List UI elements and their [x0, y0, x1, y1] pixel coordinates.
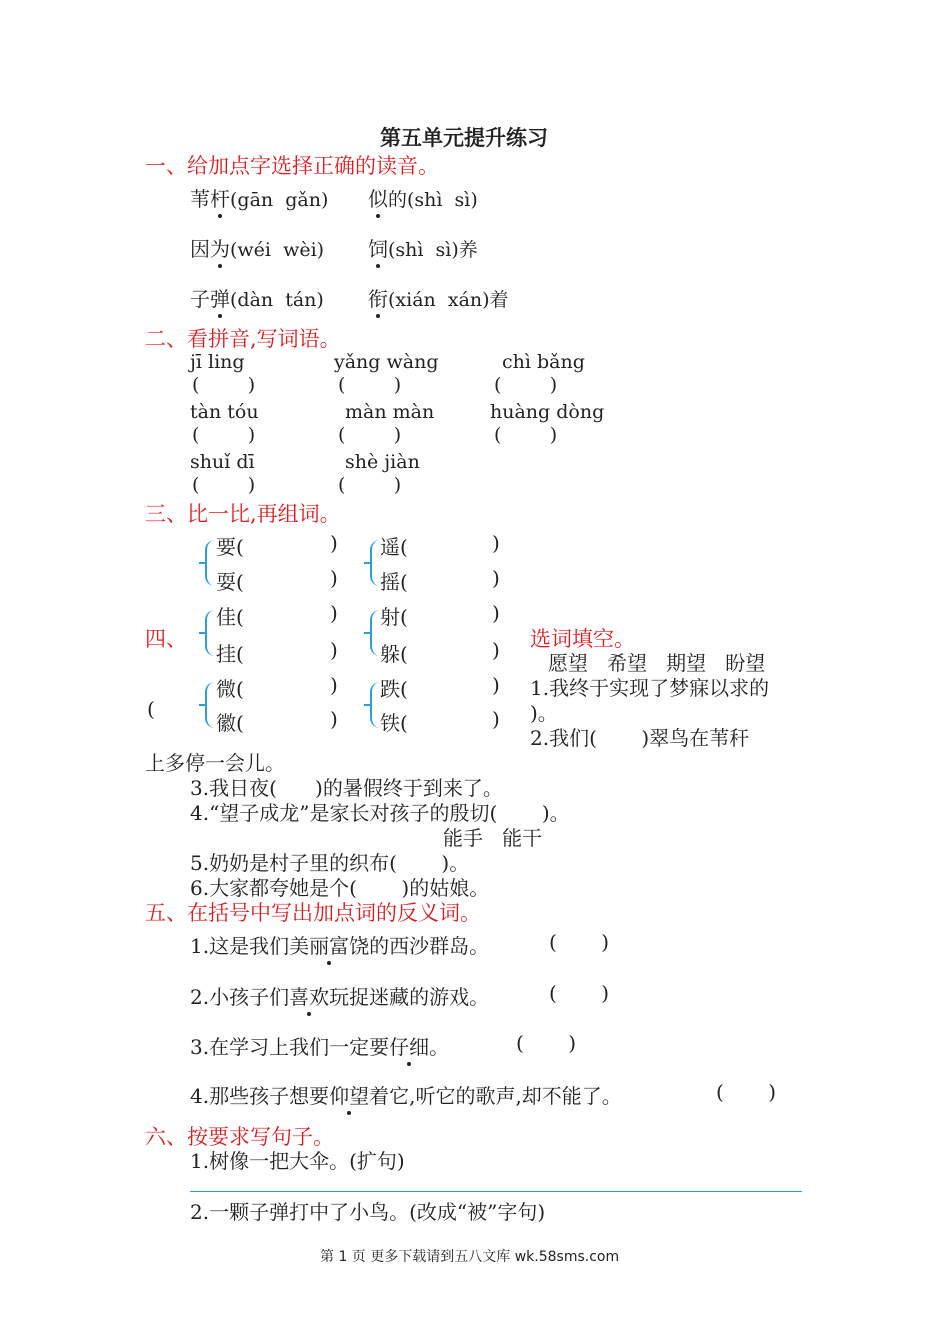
pinyin-word: huàng dòng: [490, 401, 605, 423]
compare-char: 耍(: [216, 570, 244, 594]
s1-row-2: 因为(wéi wèi): [190, 237, 325, 261]
paren-close: ): [330, 531, 338, 555]
word-bank-1: 愿望 希望 期望 盼望: [548, 651, 766, 675]
s1-pinyin-options: (dàn tán): [230, 289, 324, 311]
answer-blank[interactable]: ( ): [716, 1080, 777, 1104]
s1-dotted-char: 饲: [368, 237, 388, 261]
s1-pinyin-options: (xián xán)着: [388, 289, 509, 311]
fill-item-1: 1.我终于实现了梦寐以求的: [530, 676, 770, 700]
section-1-heading: 一、给加点字选择正确的读音。: [145, 154, 439, 178]
paren-close: ): [492, 673, 500, 697]
s1-dotted-char: 杆: [210, 187, 230, 211]
s1-pinyin-options: 的(shì sì): [388, 189, 478, 211]
answer-blank[interactable]: ( ): [494, 424, 558, 446]
compare-char: 挂(: [216, 642, 244, 666]
paren-close: ): [330, 673, 338, 697]
s1-row-1: [190, 183, 328, 212]
fill-item-2-cont: 上多停一会儿。: [145, 751, 285, 775]
fill-item-4: 4.“望子成龙”是家长对孩子的殷切( )。: [190, 801, 570, 825]
section-6-heading: 六、按要求写句子。: [145, 1125, 334, 1149]
section-3-heading: 三、比一比,再组词。: [145, 502, 341, 526]
pinyin-word: shè jiàn: [345, 451, 420, 473]
antonym-item: 2.小孩子们喜欢玩捉迷藏的游戏。: [190, 985, 490, 1009]
left-paren: (: [147, 697, 155, 721]
brace: [205, 540, 216, 586]
section-4-subheading: 选词填空。: [530, 627, 635, 651]
paren-close: ): [492, 566, 500, 590]
section-4-heading: 四、: [145, 627, 187, 651]
answer-blank[interactable]: ( ): [192, 474, 256, 496]
sentence-item-1: 1.树像一把大伞。(扩句): [190, 1149, 405, 1173]
s1-row-1b: [368, 183, 478, 212]
s1-pinyin-options: (gān gǎn): [230, 189, 329, 211]
answer-blank[interactable]: ( ): [192, 374, 256, 396]
answer-blank[interactable]: ( ): [338, 374, 402, 396]
paren-close: ): [330, 638, 338, 662]
answer-blank[interactable]: ( ): [494, 374, 558, 396]
pinyin-word: tàn tóu: [190, 401, 259, 423]
paren-close: ): [492, 638, 500, 662]
s1-word-a-pre: 苇: [190, 187, 210, 211]
antonym-item: 4.那些孩子想要仰望着它,听它的歌声,却不能了。: [190, 1084, 622, 1108]
brace: [205, 610, 216, 656]
sentence-item-2: 2.一颗子弹打中了小鸟。(改成“被”字句): [190, 1200, 546, 1224]
pinyin-word: jī ling: [190, 351, 245, 373]
answer-line[interactable]: [190, 1191, 802, 1192]
s1-row-3: 子弹(dàn tán): [190, 287, 324, 311]
dotted-word: 喜欢: [289, 985, 330, 1009]
compare-char: 跌(: [380, 677, 408, 701]
s1-dotted-char: 弹: [210, 287, 230, 311]
fill-item-6: 6.大家都夸她是个( )的姑娘。: [190, 876, 490, 900]
answer-blank[interactable]: ( ): [516, 1031, 577, 1055]
s1-dotted-char: 似: [368, 187, 388, 211]
compare-char: 铁(: [380, 711, 408, 735]
paren-close: ): [330, 566, 338, 590]
answer-blank[interactable]: ( ): [549, 981, 610, 1005]
compare-char: 微(: [216, 677, 244, 701]
compare-char: 要(: [216, 535, 244, 559]
answer-blank[interactable]: ( ): [338, 424, 402, 446]
dotted-word: 仔细: [389, 1035, 430, 1059]
s1-pinyin-options: (wéi wèi): [230, 239, 325, 261]
s1-row-3b: [368, 283, 509, 312]
section-2-heading: 二、看拼音,写词语。: [145, 327, 341, 351]
section-5-heading: 五、在括号中写出加点词的反义词。: [145, 901, 481, 925]
compare-char: 射(: [380, 605, 408, 629]
answer-blank[interactable]: ( ): [549, 930, 610, 954]
fill-item-1-end: )。: [530, 701, 558, 725]
s1-pinyin-options: (shì sì)养: [388, 239, 478, 261]
brace: [205, 682, 216, 728]
antonym-item: 3.在学习上我们一定要仔细。: [190, 1035, 450, 1059]
s1-row-2b: [368, 233, 478, 262]
antonym-item: 1.这是我们美丽富饶的西沙群岛。: [190, 934, 490, 958]
compare-char: 佳(: [216, 605, 244, 629]
s1-dotted-char: 为: [210, 237, 230, 261]
pinyin-word: shuǐ dī: [190, 451, 255, 473]
paren-close: ): [330, 601, 338, 625]
pinyin-word: màn màn: [345, 401, 435, 423]
compare-char: 徽(: [216, 711, 244, 735]
paren-close: ): [330, 707, 338, 731]
paren-close: ): [492, 601, 500, 625]
compare-char: 摇(: [380, 570, 408, 594]
answer-blank[interactable]: ( ): [338, 474, 402, 496]
page-title: 第五单元提升练习: [380, 126, 548, 150]
fill-item-3: 3.我日夜( )的暑假终于到来了。: [190, 776, 503, 800]
s1-dotted-char: 衔: [368, 287, 388, 311]
dotted-word: 美丽富饶: [289, 934, 370, 958]
paren-close: ): [492, 707, 500, 731]
pinyin-word: yǎng wàng: [334, 351, 439, 373]
paren-close: ): [492, 531, 500, 555]
fill-item-2: 2.我们( )翠鸟在苇秆: [530, 726, 750, 750]
compare-char: 躲(: [380, 642, 408, 666]
answer-blank[interactable]: ( ): [192, 424, 256, 446]
page-footer: 第 1 页 更多下载请到五八文库 wk.58sms.com: [320, 1249, 620, 1265]
dotted-word: 仰望: [329, 1084, 370, 1108]
compare-char: 遥(: [380, 535, 408, 559]
pinyin-word: chì bǎng: [502, 351, 585, 373]
word-bank-2: 能手 能干: [443, 826, 543, 850]
fill-item-5: 5.奶奶是村子里的织布( )。: [190, 851, 470, 875]
